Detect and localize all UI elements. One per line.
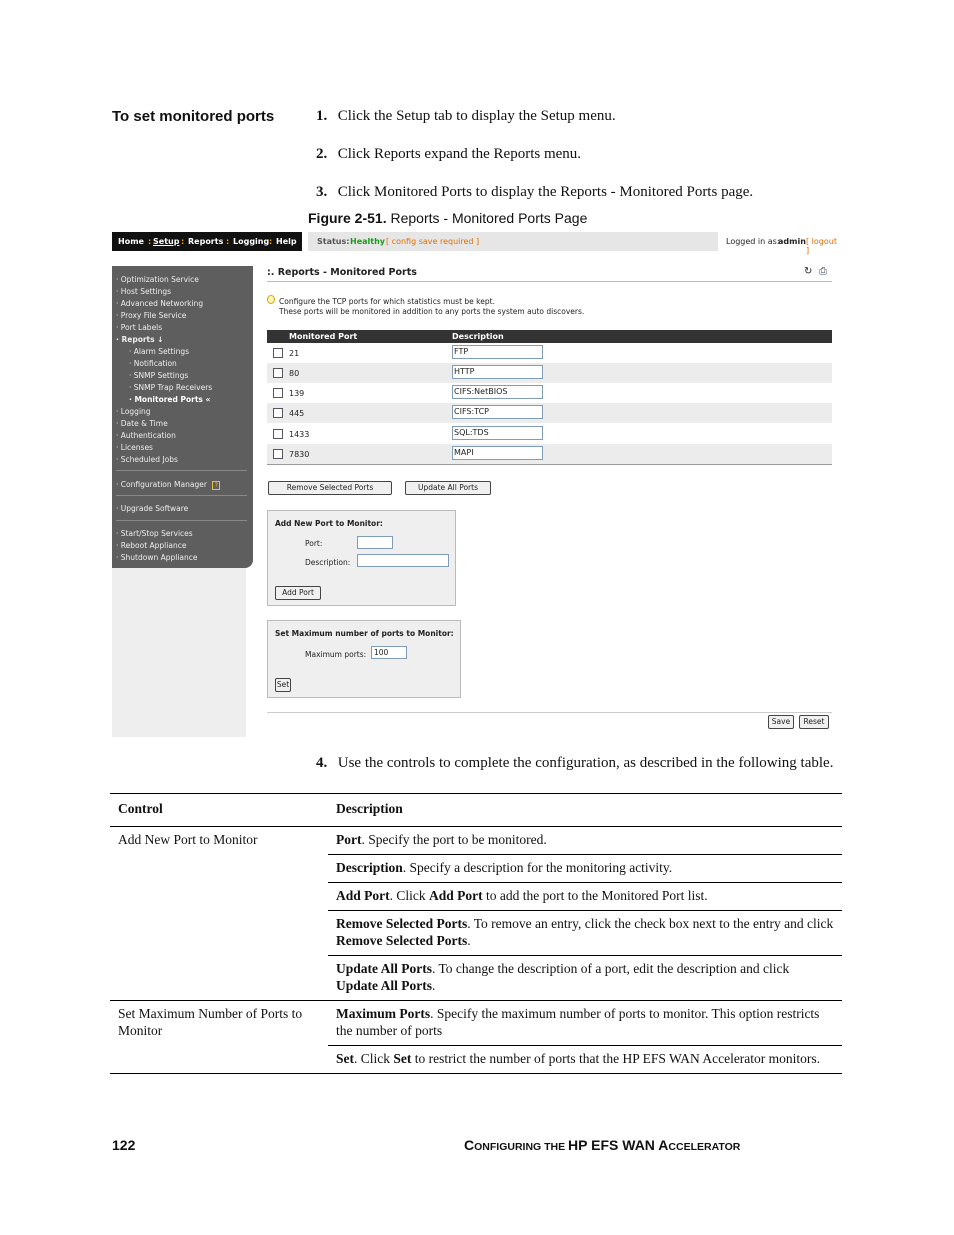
step-4: 4. Use the controls to complete the configuration, as described in the following table.	[316, 755, 834, 771]
controls-table	[110, 793, 842, 1074]
sidebar-item-configuration-manager[interactable]: · Configuration Manager ?	[116, 480, 220, 490]
max-ports-panel: Set Maximum number of ports to Monitor: Maximum ports: 100 Set	[267, 620, 461, 698]
screenshot-figure	[112, 232, 839, 737]
step-2: 2. Click Reports expand the Reports menu.	[316, 146, 582, 162]
refresh-icon[interactable]: ↻	[804, 266, 813, 277]
row-checkbox[interactable]	[273, 368, 283, 378]
sidebar-divider	[116, 495, 247, 496]
table-body	[110, 827, 842, 1074]
page-title: :. Reports - Monitored Ports	[267, 267, 417, 278]
description-input[interactable]: FTP	[452, 345, 543, 359]
description-cell: Add Port. Click Add Port to add the port to the Monitored Port list.	[328, 883, 842, 911]
config-save-note[interactable]: [ config save required ]	[386, 237, 480, 246]
sidebar-divider	[116, 470, 247, 471]
update-all-ports-button[interactable]: Update All Ports	[405, 481, 491, 495]
logout-link[interactable]: [ logout ]	[806, 237, 837, 255]
description-input[interactable]: SQL:TDS	[452, 426, 543, 440]
sidebar-item-start-stop-services[interactable]: · Start/Stop Services	[116, 529, 193, 538]
sidebar-item-shutdown-appliance[interactable]: · Shutdown Appliance	[116, 553, 198, 562]
save-button[interactable]: Save	[768, 715, 794, 729]
add-port-panel: Add New Port to Monitor: Port: Description: Add Port	[267, 510, 456, 606]
table-row: 21 FTP	[267, 343, 832, 363]
maximum-ports-input[interactable]: 100	[371, 646, 407, 659]
help-icon: ?	[212, 481, 220, 490]
nav-setup[interactable]: Setup	[153, 237, 180, 246]
nav-reports[interactable]: Reports	[188, 237, 224, 246]
column-header-description: Description	[336, 801, 403, 816]
sidebar	[112, 266, 253, 568]
table-row: 80 HTTP	[267, 363, 832, 383]
add-port-button[interactable]: Add Port	[275, 586, 321, 600]
description-cell: Description. Specify a description for the monitoring activity.	[328, 855, 842, 883]
description-field[interactable]	[357, 554, 449, 567]
table-row	[110, 827, 842, 855]
print-icon[interactable]: ⎙	[819, 266, 827, 277]
nav-home[interactable]: Home	[118, 237, 144, 246]
table-row: 139 CIFS:NetBIOS	[267, 383, 832, 403]
sidebar-item-monitored-ports[interactable]: · Monitored Ports «	[129, 395, 211, 404]
sidebar-item-upgrade-software[interactable]: · Upgrade Software	[116, 504, 189, 513]
figure-caption: Figure 2-51. Reports - Monitored Ports Page	[308, 210, 588, 226]
sidebar-item-port-labels[interactable]: · Port Labels	[116, 323, 163, 332]
sidebar-item-proxy-file-service[interactable]: · Proxy File Service	[116, 311, 187, 320]
sidebar-item-advanced-networking[interactable]: · Advanced Networking	[116, 299, 204, 308]
table-row: 1433 SQL:TDS	[267, 424, 832, 444]
row-checkbox[interactable]	[273, 408, 283, 418]
step-3: 3. Click Monitored Ports to display the Reports - Monitored Ports page.	[316, 184, 754, 200]
description-cell: Port. Specify the port to be monitored.	[328, 827, 842, 855]
nav-help[interactable]: Help	[276, 237, 297, 246]
title-rule	[267, 281, 832, 282]
info-text: Configure the TCP ports for which statistics must be kept.	[279, 297, 495, 306]
set-button[interactable]: Set	[275, 678, 291, 692]
login-info: Logged in as: admin [ logout ]	[720, 232, 839, 251]
sidebar-item-reboot-appliance[interactable]: · Reboot Appliance	[116, 541, 187, 550]
page-number: 122	[112, 1137, 136, 1153]
info-text-2: These ports will be monitored in addition to any ports the system auto discovers.	[279, 307, 585, 316]
status-badge: Healthy	[350, 237, 385, 246]
sidebar-item-authentication[interactable]: · Authentication	[116, 431, 176, 440]
top-nav: Home : Setup : Reports : Logging : Help	[112, 232, 302, 251]
sidebar-item-date-time[interactable]: · Date & Time	[116, 419, 168, 428]
lightbulb-icon	[267, 295, 275, 304]
control-cell: Add New Port to Monitor	[110, 827, 328, 1001]
description-input[interactable]: CIFS:TCP	[452, 405, 543, 419]
sidebar-item-reports[interactable]: · Reports ↓	[116, 335, 164, 344]
description-cell: Set. Click Set to restrict the number of ports that the HP EFS WAN Accelerator monitors.	[328, 1046, 842, 1074]
sidebar-item-licenses[interactable]: · Licenses	[116, 443, 153, 452]
sidebar-item-host-settings[interactable]: · Host Settings	[116, 287, 172, 296]
sidebar-item-alarm-settings[interactable]: · Alarm Settings	[129, 347, 189, 356]
table-row: 445 CIFS:TCP	[267, 403, 832, 423]
step-1: 1. Click the Setup tab to display the Setup menu.	[316, 108, 616, 124]
description-input[interactable]: HTTP	[452, 365, 543, 379]
description-cell: Update All Ports. To change the description of a port, edit the description and click Update All Ports.	[328, 956, 842, 1001]
footer-rule	[267, 712, 832, 713]
status-bar: Status: Healthy [ config save required ]	[308, 232, 718, 251]
remove-selected-ports-button[interactable]: Remove Selected Ports	[268, 481, 392, 495]
sidebar-item-snmp-settings[interactable]: · SNMP Settings	[129, 371, 189, 380]
description-input[interactable]: MAPI	[452, 446, 543, 460]
column-header-control: Control	[118, 801, 163, 816]
section-heading: To set monitored ports	[112, 108, 275, 125]
sidebar-background	[112, 568, 246, 737]
row-checkbox[interactable]	[273, 429, 283, 439]
running-footer: CONFIGURING THE HP EFS WAN ACCELERATOR	[464, 1137, 741, 1153]
description-cell: Maximum Ports. Specify the maximum number of ports to monitor. This option restricts the number of ports	[328, 1001, 842, 1046]
row-checkbox[interactable]	[273, 348, 283, 358]
row-checkbox[interactable]	[273, 388, 283, 398]
table-row	[110, 1001, 842, 1046]
sidebar-item-scheduled-jobs[interactable]: · Scheduled Jobs	[116, 455, 178, 464]
description-input[interactable]: CIFS:NetBIOS	[452, 385, 543, 399]
nav-logging[interactable]: Logging	[233, 237, 270, 246]
sidebar-item-logging[interactable]: · Logging	[116, 407, 151, 416]
row-checkbox[interactable]	[273, 449, 283, 459]
port-input[interactable]	[357, 536, 393, 549]
ports-grid-header: Monitored Port Description	[267, 330, 832, 343]
control-cell: Set Maximum Number of Ports to Monitor	[110, 1001, 328, 1074]
sidebar-item-snmp-trap-receivers[interactable]: · SNMP Trap Receivers	[129, 383, 213, 392]
sidebar-item-optimization-service[interactable]: · Optimization Service	[116, 275, 199, 284]
table-row: 7830 MAPI	[267, 444, 832, 465]
sidebar-item-notification[interactable]: · Notification	[129, 359, 177, 368]
description-cell: Remove Selected Ports. To remove an entry, click the check box next to the entry and click Remove Selected Ports.	[328, 911, 842, 956]
sidebar-divider	[116, 520, 247, 521]
reset-button[interactable]: Reset	[799, 715, 829, 729]
